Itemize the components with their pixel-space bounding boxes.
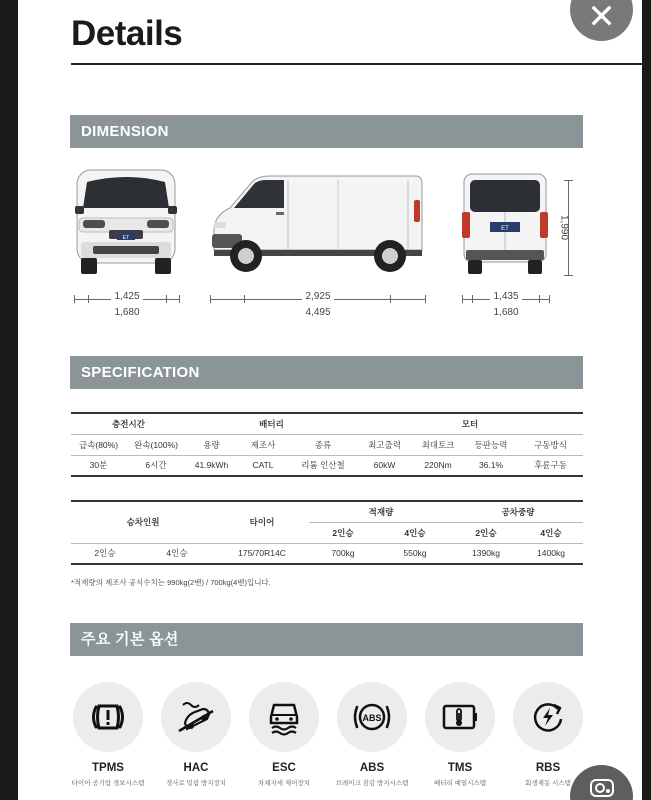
value-max-power: 60kW (357, 455, 412, 476)
header-tire: 타이어 (215, 501, 309, 543)
length-value: 4,495 (305, 307, 331, 318)
title-divider (71, 63, 642, 65)
option-esc (244, 682, 324, 787)
header-fast-charge: 급속(80%) (71, 434, 126, 455)
weight-2-seat: 2인승 (453, 522, 519, 543)
details-page (18, 0, 642, 800)
specification-section-header: SPECIFICATION (70, 356, 583, 389)
abs-icon (351, 697, 393, 737)
esc-icon (264, 697, 304, 737)
payload-2-seat: 2인승 (309, 522, 377, 543)
option-tpms (68, 682, 148, 787)
option-desc: 경사로 밀림 방지장치 (165, 780, 227, 787)
option-label: RBS (535, 762, 561, 774)
page-title: Details (71, 14, 183, 53)
header-max-power: 최고출력 (357, 434, 412, 455)
van-side-view-image (208, 172, 428, 276)
value-fast-charge: 30분 (71, 455, 126, 476)
option-label: ABS (359, 762, 385, 774)
front-track-value: 1,425 (74, 291, 180, 302)
rear-badge: ET (501, 226, 509, 232)
option-abs (332, 682, 412, 787)
spec-table-capacity-weight (71, 500, 583, 565)
spec-table-battery-motor (71, 412, 583, 477)
value-payload-4: 550kg (377, 543, 453, 564)
lens-icon (589, 777, 615, 799)
option-desc: 차체자세 제어장치 (257, 780, 311, 787)
header-curb-weight: 공차중량 (453, 501, 583, 522)
value-tire: 175/70R14C (215, 543, 309, 564)
options-section-header: 주요 기본 옵션 (70, 623, 583, 656)
header-payload: 적재량 (309, 501, 453, 522)
option-desc: 회생제동 시스템 (525, 780, 571, 787)
option-desc: 브레이크 잠김 방지시스템 (335, 780, 409, 787)
weight-4-seat: 4인승 (519, 522, 583, 543)
header-climb: 등판능력 (464, 434, 518, 455)
van-rear-view-image (460, 170, 550, 276)
option-rbs (508, 682, 588, 787)
value-passengers-2: 2인승 (71, 543, 139, 564)
value-type: 리튬 인산철 (289, 455, 357, 476)
header-passengers: 승차인원 (71, 501, 215, 543)
hac-icon (175, 697, 217, 737)
tms-icon (439, 697, 481, 737)
van-front-view-image (71, 168, 181, 276)
value-capacity: 41.9kWh (186, 455, 237, 476)
option-desc: 배터리 예열시스템 (433, 780, 487, 787)
option-label: HAC (183, 762, 209, 774)
front-width-value: 1,680 (114, 307, 140, 318)
rear-width-value: 1,680 (493, 307, 519, 318)
group-charge-time: 충전시간 (71, 413, 186, 434)
header-type: 종류 (289, 434, 357, 455)
header-drive: 구동방식 (518, 434, 583, 455)
abs-icon-text: ABS (362, 713, 382, 723)
height-value: 1,990 (558, 214, 570, 241)
value-passengers-4: 4인승 (139, 543, 215, 564)
option-label: ESC (272, 762, 296, 774)
option-desc: 타이어 공기압 경보시스템 (71, 780, 145, 787)
rbs-icon (528, 697, 568, 737)
value-weight-2: 1390kg (453, 543, 519, 564)
payload-4-seat: 4인승 (377, 522, 453, 543)
group-motor: 모터 (357, 413, 583, 434)
option-label: TMS (447, 762, 473, 774)
option-tms (420, 682, 500, 787)
value-climb: 36.1% (464, 455, 518, 476)
tpms-icon (88, 697, 128, 737)
header-max-torque: 최대토크 (412, 434, 464, 455)
option-label: TPMS (92, 762, 124, 774)
value-payload-2: 700kg (309, 543, 377, 564)
header-slow-charge: 완속(100%) (126, 434, 186, 455)
payload-footnote: *적재량의 제조사 공식수치는 990kg(2밴) / 700kg(4밴)입니다. (71, 578, 271, 587)
value-weight-4: 1400kg (519, 543, 583, 564)
dimension-section-header: DIMENSION (70, 115, 583, 148)
value-maker: CATL (237, 455, 289, 476)
value-drive: 후륜구동 (518, 455, 583, 476)
close-button[interactable]: ✕ (570, 0, 633, 41)
header-capacity: 용량 (186, 434, 237, 455)
option-hac (156, 682, 236, 787)
header-maker: 제조사 (237, 434, 289, 455)
wheelbase-value: 2,925 (210, 291, 426, 302)
value-slow-charge: 6시간 (126, 455, 186, 476)
value-max-torque: 220Nm (412, 455, 464, 476)
front-badge: ET (122, 235, 130, 241)
group-battery: 배터리 (186, 413, 357, 434)
rear-track-value: 1,435 (462, 291, 550, 302)
